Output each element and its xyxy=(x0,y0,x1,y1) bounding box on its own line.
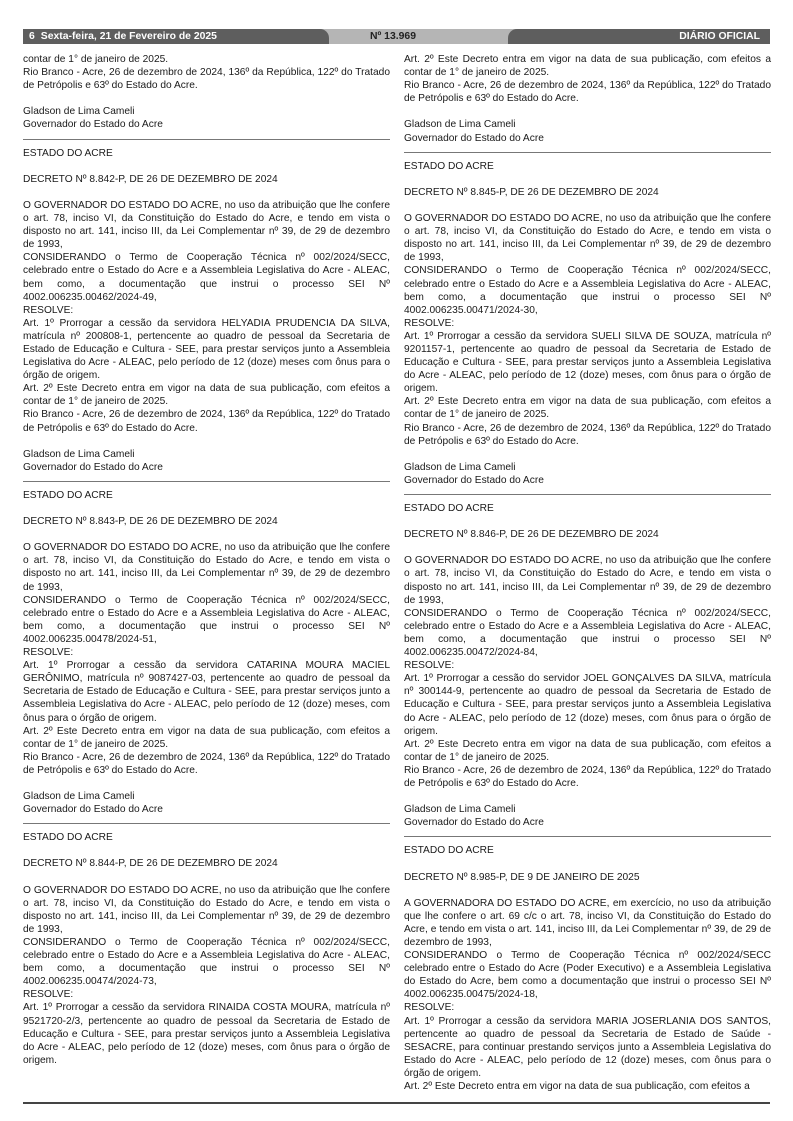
paragraph: Art. 1º Prorrogar a cessão da servidora RINAIDA COSTA MOURA, matrícula nº 9521720-2/3, pertencente ao quadro de pessoal da Secretaria de Estado de Educação e Cultura - SEE, para prestar serviços junto a Assembleia Legislativa do Acre - ALEAC, pelo período de 12 (doze) meses, com ônus para o órgão de origem. xyxy=(23,1002,390,1066)
decree-title: DECRETO Nº 8.845-P, DE 26 DE DEZEMBRO DE 2024 xyxy=(404,186,659,198)
decree-title: DECRETO Nº 8.843-P, DE 26 DE DEZEMBRO DE 2024 xyxy=(23,516,278,528)
section-heading: ESTADO DO ACRE xyxy=(404,845,494,857)
resolve-label: RESOLVE: xyxy=(404,317,455,329)
signer-role: Governador do Estado do Acre xyxy=(23,461,163,473)
signer-role: Governador do Estado do Acre xyxy=(404,474,544,486)
issue-date: Sexta-feira, 21 de Fevereiro de 2025 xyxy=(40,31,217,42)
divider xyxy=(23,481,390,482)
signer-name: Gladson de Lima Cameli xyxy=(23,448,135,460)
signer-name: Gladson de Lima Cameli xyxy=(404,119,516,131)
divider xyxy=(404,152,771,153)
right-column xyxy=(404,53,771,1093)
signer-role: Governador do Estado do Acre xyxy=(23,804,163,816)
section-heading: ESTADO DO ACRE xyxy=(404,503,494,514)
paragraph: A GOVERNADORA DO ESTADO DO ACRE, em exercício, no uso da atribuição que lhe confere o art. 69 c/c o art. 78, inciso VI, da Constituição do Estado do Acre, e tendo em vista o art. 141, inciso III, da Lei Complementar nº 39, de 29 de dezembro de 1993, xyxy=(404,897,771,948)
publication-title: DIÁRIO OFICIAL xyxy=(508,29,770,44)
signer-role: Governador do Estado do Acre xyxy=(404,132,544,144)
paragraph: CONSIDERANDO o Termo de Cooperação Técnica nº 002/2024/SECC, celebrado entre o Estado do Acre e a Assembleia Legislativa do Acre - ALEAC, bem como, a documentação que instrui o processo SEI Nº 4002.006235.00474/2024-73, xyxy=(23,937,390,988)
divider xyxy=(23,139,390,140)
signer-name: Gladson de Lima Cameli xyxy=(23,106,135,118)
divider xyxy=(404,494,771,495)
section-heading: ESTADO DO ACRE xyxy=(404,160,494,172)
paragraph: Art. 1º Prorrogar a cessão do servidor JOEL GONÇALVES DA SILVA, matrícula nº 300144-9, pertencente ao quadro de pessoal da Secretaria de Estado de Educação e Cultura - SEE, para prestar serviços junto a Assembleia Legislativa do Acre - ALEAC, pelo período de 12 (doze) meses, com ônus para o órgão de origem. xyxy=(404,673,771,737)
paragraph: O GOVERNADOR DO ESTADO DO ACRE, no uso da atribuição que lhe confere o art. 78, inciso VI, da Constituição do Estado do Acre, e tendo em vista o disposto no art. 141, inciso III, da Lei Complementar nº 39, de 29 de dezembro de 1993, xyxy=(23,199,390,251)
paragraph: Art. 2º Este Decreto entra em vigor na data de sua publicação, com efeitos a contar de 1° de janeiro de 2025. xyxy=(404,54,771,79)
decree-title: DECRETO Nº 8.985-P, DE 9 DE JANEIRO DE 2025 xyxy=(404,871,640,883)
section-heading: ESTADO DO ACRE xyxy=(23,489,113,501)
signer-role: Governador do Estado do Acre xyxy=(404,817,544,829)
paragraph: CONSIDERANDO o Termo de Cooperação Técnica nº 002/2024/SECC, celebrado entre o Estado do Acre e a Assembleia Legislativa do Acre - ALEAC, bem como, a documentação que instrui o processo SEI Nº 4002.006235.00471/2024-30, xyxy=(404,265,771,316)
paragraph: CONSIDERANDO o Termo de Cooperação Técnica nº 002/2024/SECC, celebrado entre o Estado do Acre e a Assembleia Legislativa do Acre - ALEAC, bem como, a documentação que instrui o processo SEI Nº 4002.006235.00472/2024-84, xyxy=(404,607,771,659)
paragraph: Art. 1º Prorrogar a cessão da servidora CATARINA MOURA MACIEL GERÔNIMO, matrícula nº 9087427-03, pertencente ao quadro de pessoal da Secretaria de Estado de Educação e Cultura - SEE, para prestar serviços junto a Assembleia Legislativa do Acre - ALEAC, pelo período de 12 (doze) meses, com ônus para o órgão de origem. xyxy=(23,660,390,724)
header-left-tab xyxy=(23,29,329,44)
paragraph: CONSIDERANDO o Termo de Cooperação Técnica nº 002/2024/SECC celebrado entre o Estado do Acre (Poder Executivo) e a Assembleia Legislativa do Estado do Acre, bem como a documentação que instrui o processo SEI Nº 4002.006235.00475/2024-18, xyxy=(404,950,771,1001)
resolve-label: RESOLVE: xyxy=(23,304,74,316)
paragraph: Art. 1º Prorrogar a cessão da servidora HELYADIA PRUDENCIA DA SILVA, matrícula nº 200808-1, pertencente ao quadro de pessoal da Secretaria de Estado de Educação e Cultura - SEE, para prestar serviços junto a Assembleia Legislativa do Acre - ALEAC, pelo período de 12 (doze) meses com ônus para o órgão de origem. xyxy=(23,317,390,382)
paragraph: O GOVERNADOR DO ESTADO DO ACRE, no uso da atribuição que lhe confere o art. 78, inciso VI, da Constituição do Estado do Acre, e tendo em vista o disposto no art. 141, inciso III, da Lei Complementar nº 39, de 29 de dezembro de 1993, xyxy=(404,213,771,264)
page-header xyxy=(23,29,770,44)
resolve-label: RESOLVE: xyxy=(23,647,74,659)
paragraph: Rio Branco - Acre, 26 de dezembro de 2024, 136º da República, 122º do Tratado de Petrópolis e 63º do Estado do Acre. xyxy=(23,751,390,776)
paragraph: O GOVERNADOR DO ESTADO DO ACRE, no uso da atribuição que lhe confere o art. 78, inciso VI, da Constituição do Estado do Acre, e tendo em vista o disposto no art. 141, inciso III, da Lei Complementar nº 39, de 29 de dezembro de 1993, xyxy=(23,884,390,935)
footer-rule xyxy=(23,1102,770,1104)
paragraph: O GOVERNADOR DO ESTADO DO ACRE, no uso da atribuição que lhe confere o art. 78, inciso VI, da Constituição do Estado do Acre, e tendo em vista o disposto no art. 141, inciso III, da Lei Complementar nº 39, de 29 de dezembro de 1993, xyxy=(404,555,771,606)
paragraph: O GOVERNADOR DO ESTADO DO ACRE, no uso da atribuição que lhe confere o art. 78, inciso VI, da Constituição do Estado do Acre, e tendo em vista o disposto no art. 141, inciso III, da Lei Complementar nº 39, de 29 de dezembro de 1993, xyxy=(23,542,390,593)
paragraph: CONSIDERANDO o Termo de Cooperação Técnica nº 002/2024/SECC, celebrado entre o Estado do Acre e a Assembleia Legislativa do Acre - ALEAC, bem como, a documentação que instrui o processo SEI Nº 4002.006235.00478/2024-51, xyxy=(23,594,390,645)
decree-title: DECRETO Nº 8.842-P, DE 26 DE DEZEMBRO DE 2024 xyxy=(23,173,278,185)
issue-number: Nº 13.969 xyxy=(370,31,416,42)
left-column xyxy=(23,53,390,1067)
paragraph: Rio Branco - Acre, 26 de dezembro de 2024, 136º da República, 122º do Tratado de Petrópolis e 63º do Estado do Acre. xyxy=(23,409,390,434)
section-heading: ESTADO DO ACRE xyxy=(23,147,113,159)
paragraph: Art. 2º Este Decreto entra em vigor na data de sua publicação, com efeitos a contar de 1° de janeiro de 2025. xyxy=(404,738,771,763)
paragraph: Art. 2º Este Decreto entra em vigor na data de sua publicação, com efeitos a contar de 1° de janeiro de 2025. xyxy=(23,725,390,750)
resolve-label: RESOLVE: xyxy=(404,1002,455,1014)
paragraph: Art. 2º Este Decreto entra em vigor na data de sua publicação, com efeitos a xyxy=(404,1081,750,1093)
paragraph: Rio Branco - Acre, 26 de dezembro de 2024, 136º da República, 122º do Tratado de Petrópolis e 63º do Estado do Acre. xyxy=(404,422,771,447)
divider xyxy=(23,823,390,824)
resolve-label: RESOLVE: xyxy=(404,660,455,672)
paragraph: contar de 1° de janeiro de 2025. xyxy=(23,54,169,65)
decree-title: DECRETO Nº 8.844-P, DE 26 DE DEZEMBRO DE 2024 xyxy=(23,858,278,870)
paragraph: Rio Branco - Acre, 26 de dezembro de 2024, 136º da República, 122º do Tratado de Petrópolis e 63º do Estado do Acre. xyxy=(23,67,390,92)
paragraph: Art. 2º Este Decreto entra em vigor na data de sua publicação, com efeitos a contar de 1° de janeiro de 2025. xyxy=(404,396,771,421)
paragraph: Art. 2º Este Decreto entra em vigor na data de sua publicação, com efeitos a contar de 1° de janeiro de 2025. xyxy=(23,383,390,408)
resolve-label: RESOLVE: xyxy=(23,989,74,1001)
paragraph: Rio Branco - Acre, 26 de dezembro de 2024, 136º da República, 122º do Tratado de Petrópolis e 63º do Estado do Acre. xyxy=(404,764,771,789)
page-number: 6 xyxy=(29,31,35,42)
section-heading: ESTADO DO ACRE xyxy=(23,832,113,844)
signer-role: Governador do Estado do Acre xyxy=(23,119,163,131)
decree-title: DECRETO Nº 8.846-P, DE 26 DE DEZEMBRO DE 2024 xyxy=(404,529,659,541)
signer-name: Gladson de Lima Cameli xyxy=(23,791,135,803)
signer-name: Gladson de Lima Cameli xyxy=(404,461,516,473)
paragraph: Art. 1º Prorrogar a cessão da servidora SUELI SILVA DE SOUZA, matrícula nº 9201157-1, pertencente ao quadro de pessoal da Secretaria de Estado de Educação e Cultura - SEE, para prestar serviços junto a Assembleia Legislativa do Acre - ALEAC, pelo período de 12 (doze) meses, com ônus para o órgão de origem. xyxy=(404,330,771,395)
divider xyxy=(404,836,771,837)
signer-name: Gladson de Lima Cameli xyxy=(404,804,516,816)
paragraph: Rio Branco - Acre, 26 de dezembro de 2024, 136º da República, 122º do Tratado de Petrópolis e 63º do Estado do Acre. xyxy=(404,80,771,105)
paragraph: CONSIDERANDO o Termo de Cooperação Técnica nº 002/2024/SECC, celebrado entre o Estado do Acre e a Assembleia Legislativa do Acre - ALEAC, bem como, a documentação que instrui o processo SEI Nº 4002.006235.00462/2024-49, xyxy=(23,252,390,303)
paragraph: Art. 1º Prorrogar a cessão da servidora MARIA JOSERLANIA DOS SANTOS, pertencente ao quadro de pessoal da Secretaria de Estado de Saúde - SESACRE, para continuar prestando serviços junto a Assembleia Legislativa do Estado do Acre - ALEAC, pelo período de 12 (doze) meses, com ônus para o órgão de origem. xyxy=(404,1015,771,1079)
